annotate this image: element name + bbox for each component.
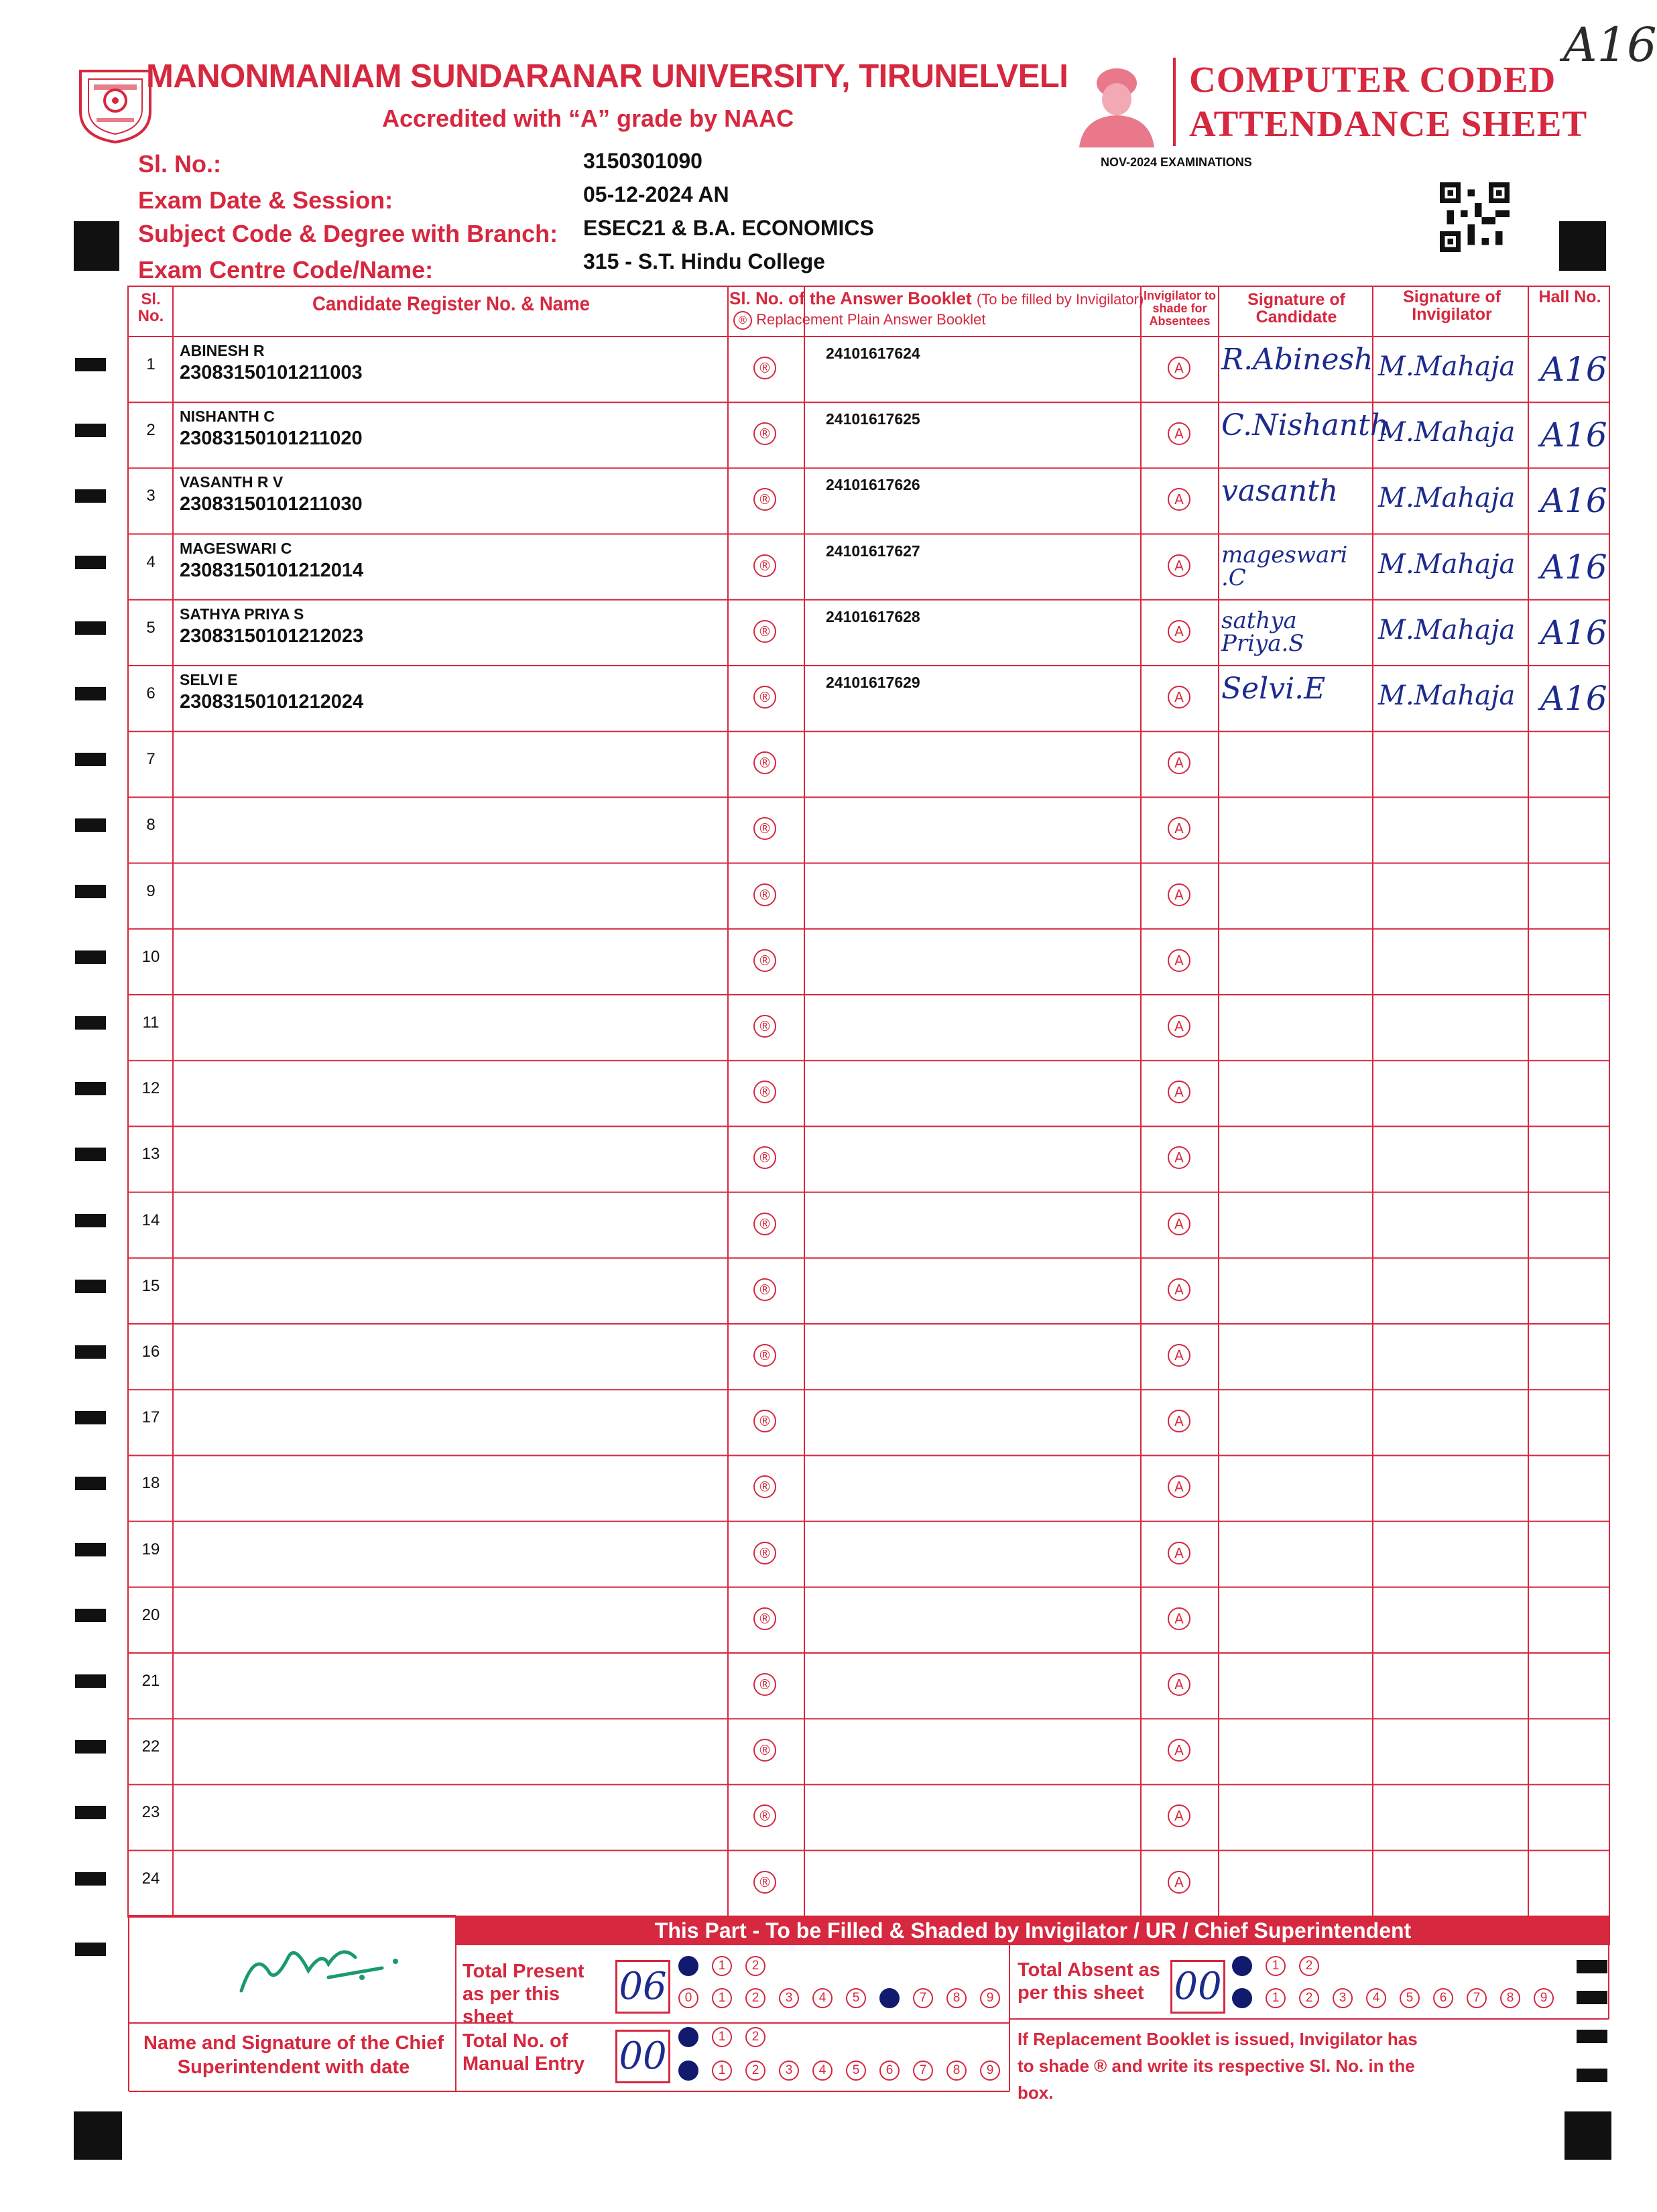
timing-mark <box>75 358 106 371</box>
row-sl-no: 13 <box>141 1145 160 1164</box>
absent-bubble[interactable]: A <box>1168 1146 1190 1169</box>
timing-mark <box>75 556 106 569</box>
replacement-bubble[interactable]: ® <box>753 1081 776 1103</box>
digit-bubble[interactable]: 2 <box>745 1988 765 2008</box>
timing-mark <box>75 1345 106 1359</box>
timing-mark <box>75 1740 106 1754</box>
digit-bubble[interactable]: 4 <box>812 2061 833 2081</box>
timing-mark <box>75 950 106 964</box>
digit-bubble[interactable]: 9 <box>980 1988 1000 2008</box>
total-absent-label: Total Absent as per this sheet <box>1018 1959 1160 2004</box>
timing-mark <box>75 1609 106 1622</box>
absent-bubble[interactable]: A <box>1168 1607 1190 1630</box>
timing-mark <box>75 1674 106 1688</box>
candidate-name: NISHANTH C <box>180 408 275 426</box>
digit-bubble[interactable]: 6 <box>1433 1988 1453 2008</box>
answer-booklet-no: 24101617625 <box>826 410 920 428</box>
candidate-name: MAGESWARI C <box>180 539 292 557</box>
timing-mark <box>75 1872 106 1886</box>
absent-bubble[interactable]: A <box>1168 883 1190 906</box>
candidate-name: SELVI E <box>180 671 238 688</box>
candidate-register-no: 23083150101212023 <box>180 625 364 647</box>
centre-label: Exam Centre Code/Name: <box>138 256 434 284</box>
subject-label: Subject Code & Degree with Branch: <box>138 220 558 247</box>
header-booklet-sub <box>733 311 1136 330</box>
header-absent: Invigilator to shade for Absentees <box>1144 289 1216 328</box>
absent-bubble[interactable]: A <box>1168 1673 1190 1696</box>
row-sl-no: 23 <box>141 1803 160 1822</box>
row-sl-no: 18 <box>141 1474 160 1493</box>
digit-bubble[interactable]: 7 <box>1467 1988 1487 2008</box>
replacement-bubble[interactable]: ® <box>753 1278 776 1301</box>
sl-no-label: Sl. No.: <box>138 150 221 178</box>
sheet-title-line2: ATTENDANCE SHEET <box>1189 103 1588 144</box>
total-present-box[interactable]: 06 <box>615 1960 670 2014</box>
replacement-bubble[interactable]: ® <box>753 883 776 906</box>
timing-mark <box>75 1214 106 1227</box>
sheet-title-line1: COMPUTER CODED <box>1189 59 1556 100</box>
digit-bubble[interactable]: 2 <box>745 2027 765 2047</box>
replacement-bubble[interactable]: ® <box>753 751 776 774</box>
candidate-register-no: 23083150101211020 <box>180 428 363 450</box>
row-sl-no: 15 <box>141 1276 160 1295</box>
digit-bubble[interactable]: 5 <box>846 2061 866 2081</box>
replacement-bubble[interactable]: ® <box>753 357 776 379</box>
digit-bubble[interactable]: 8 <box>946 2061 967 2081</box>
candidate-signature: vasanth <box>1221 474 1339 509</box>
absent-bubble[interactable]: A <box>1168 1542 1190 1564</box>
registration-mark <box>74 221 119 271</box>
absent-bubble[interactable]: A <box>1168 1410 1190 1432</box>
timing-mark <box>75 621 106 635</box>
digit-bubble[interactable]: 4 <box>1366 1988 1386 2008</box>
candidate-signature: mageswari .C <box>1221 541 1348 591</box>
digit-bubble[interactable]: 6 <box>879 1988 900 2008</box>
digit-bubble[interactable]: 9 <box>1534 1988 1554 2008</box>
hall-no: A16 <box>1540 481 1607 521</box>
header-sl: Sl. No. <box>137 290 164 326</box>
header-booklet <box>729 288 1144 308</box>
row-sl-no: 17 <box>141 1408 160 1427</box>
candidate-signature: sathya Priya.S <box>1221 607 1304 657</box>
replacement-bubble[interactable]: ® <box>753 1410 776 1432</box>
timing-mark <box>75 687 106 700</box>
absent-bubble[interactable]: A <box>1168 949 1190 972</box>
chief-superintendent-label: Name and Signature of the Chief Superintendent with date <box>143 2032 444 2078</box>
digit-bubble[interactable]: 9 <box>980 2061 1000 2081</box>
digit-bubble[interactable]: 3 <box>779 2061 799 2081</box>
header-booklet-note: (To be filled by Invigilator) <box>976 291 1144 308</box>
candidate-signature: C.Nishanth <box>1221 408 1390 443</box>
answer-booklet-no: 24101617629 <box>826 674 920 691</box>
digit-bubble[interactable]: 1 <box>712 1988 732 2008</box>
absent-bubble[interactable]: A <box>1168 1213 1190 1235</box>
row-sl-no: 5 <box>146 618 156 637</box>
subject-value: ESEC21 & B.A. ECONOMICS <box>583 216 874 240</box>
row-sl-no: 10 <box>141 947 160 966</box>
absent-bubble[interactable]: A <box>1168 1081 1190 1103</box>
replacement-bubble[interactable]: ® <box>753 620 776 643</box>
bottom-section-title: This Part - To be Filled & Shaded by Invigilator / UR / Chief Superintendent <box>456 1916 1610 1945</box>
total-present-label: Total Present as per this sheet <box>463 1961 585 2028</box>
header-hall: Hall No. <box>1538 288 1601 306</box>
digit-bubble[interactable]: 0 <box>678 1956 698 1976</box>
centre-value: 315 - S.T. Hindu College <box>583 249 825 273</box>
hall-no: A16 <box>1540 350 1607 389</box>
row-sl-no: 9 <box>146 881 156 900</box>
digit-bubble[interactable]: 5 <box>1400 1988 1420 2008</box>
candidate-signature: R.Abinesh <box>1221 343 1373 377</box>
timing-mark <box>75 1806 106 1819</box>
digit-bubble[interactable]: 4 <box>812 1988 833 2008</box>
candidate-register-no: 23083150101212024 <box>180 691 364 713</box>
absent-bubble[interactable]: A <box>1168 357 1190 379</box>
timing-mark <box>75 1016 106 1030</box>
row-sl-no: 22 <box>141 1737 160 1756</box>
candidate-register-no: 23083150101211003 <box>180 362 363 383</box>
absent-bubble[interactable]: A <box>1168 1278 1190 1301</box>
replacement-bubble[interactable]: ® <box>753 817 776 840</box>
digit-bubble[interactable]: 5 <box>846 1988 866 2008</box>
answer-booklet-no: 24101617628 <box>826 607 920 625</box>
replacement-bubble[interactable]: ® <box>753 1015 776 1038</box>
hall-no: A16 <box>1540 547 1607 587</box>
timing-mark <box>75 1280 106 1293</box>
invigilator-signature: M.Mahaja <box>1378 548 1516 580</box>
timing-mark <box>75 1543 106 1556</box>
digit-bubble[interactable]: 2 <box>745 2061 765 2081</box>
exam-tag: NOV-2024 EXAMINATIONS <box>1101 156 1252 169</box>
invigilator-signature: M.Mahaja <box>1378 483 1516 514</box>
registration-mark <box>1559 221 1606 271</box>
attendance-table-grid <box>127 286 1610 1894</box>
replacement-bubble[interactable]: ® <box>753 1871 776 1894</box>
digit-bubble[interactable]: 1 <box>712 2027 732 2047</box>
digit-bubble[interactable]: 0 <box>678 2061 698 2081</box>
header-booklet-sub-text: Replacement Plain Answer Booklet <box>756 310 986 328</box>
hall-no: A16 <box>1540 416 1607 455</box>
replacement-bubble[interactable]: ® <box>753 488 776 511</box>
digit-bubble[interactable]: 8 <box>946 1988 967 2008</box>
replacement-bubble[interactable]: ® <box>753 1146 776 1169</box>
candidate-signature: Selvi.E <box>1221 672 1326 706</box>
row-sl-no: 20 <box>141 1605 160 1624</box>
replacement-note: If Replacement Booklet is issued, Invigilator has to shade ® and write its respective Sl. No. in the box. <box>1018 2029 1418 2103</box>
timing-mark <box>75 489 106 503</box>
absent-bubble[interactable]: A <box>1168 1804 1190 1827</box>
candidate-register-no: 23083150101212014 <box>180 559 364 581</box>
row-sl-no: 2 <box>146 421 156 440</box>
row-sl-no: 12 <box>141 1079 160 1098</box>
absent-bubble[interactable]: A <box>1168 686 1190 709</box>
digit-bubble[interactable]: 0 <box>678 2027 698 2047</box>
header-booklet-main: Sl. No. of the Answer Booklet <box>729 288 972 308</box>
absent-bubble[interactable]: A <box>1168 1015 1190 1038</box>
digit-bubble[interactable]: 1 <box>1266 1956 1286 1976</box>
invigilator-signature: M.Mahaja <box>1378 614 1516 646</box>
qr-code-icon <box>1440 182 1510 252</box>
absent-bubble[interactable]: A <box>1168 1871 1190 1894</box>
digit-bubble[interactable]: 0 <box>1232 1988 1252 2008</box>
digit-bubble[interactable]: 3 <box>1333 1988 1353 2008</box>
timing-mark <box>75 885 106 898</box>
absent-bubble[interactable]: A <box>1168 488 1190 511</box>
row-sl-no: 3 <box>146 487 156 505</box>
total-absent-box[interactable]: 00 <box>1170 1960 1225 2014</box>
exam-date-value: 05-12-2024 AN <box>583 182 729 206</box>
timing-mark <box>75 1943 106 1956</box>
sl-no-value: 3150301090 <box>583 149 702 173</box>
replacement-bubble[interactable]: ® <box>753 1804 776 1827</box>
university-logo <box>75 64 156 143</box>
digit-bubble[interactable]: 2 <box>1299 1956 1319 1976</box>
candidate-name: ABINESH R <box>180 342 265 359</box>
row-sl-no: 16 <box>141 1343 160 1361</box>
replacement-bubble[interactable]: ® <box>753 1344 776 1367</box>
founder-portrait <box>1070 58 1164 147</box>
row-sl-no: 19 <box>141 1540 160 1558</box>
absent-bubble[interactable]: A <box>1168 422 1190 445</box>
row-sl-no: 7 <box>146 750 156 769</box>
row-sl-no: 4 <box>146 552 156 571</box>
replacement-bubble[interactable]: ® <box>753 1673 776 1696</box>
row-sl-no: 14 <box>141 1211 160 1229</box>
answer-booklet-no: 24101617624 <box>826 345 920 362</box>
replacement-bubble[interactable]: ® <box>753 1739 776 1762</box>
hall-no: A16 <box>1540 613 1607 652</box>
replacement-bubble[interactable]: ® <box>753 554 776 577</box>
manual-entry-box[interactable]: 00 <box>615 2030 670 2083</box>
row-sl-no: 1 <box>146 355 156 373</box>
accreditation-text: Accredited with “A” grade by NAAC <box>382 105 794 132</box>
digit-bubble[interactable]: 2 <box>1299 1988 1319 2008</box>
timing-mark <box>75 424 106 437</box>
candidate-register-no: 23083150101211030 <box>180 493 363 515</box>
chief-signature <box>228 1924 416 2004</box>
absent-bubble[interactable]: A <box>1168 620 1190 643</box>
digit-bubble[interactable]: 3 <box>779 1988 799 2008</box>
absent-bubble[interactable]: A <box>1168 1739 1190 1762</box>
digit-bubble[interactable]: 0 <box>1232 1956 1252 1976</box>
timing-mark <box>75 1148 106 1161</box>
digit-bubble[interactable]: 7 <box>913 1988 933 2008</box>
digit-bubble[interactable]: 1 <box>712 1956 732 1976</box>
digit-bubble[interactable]: 8 <box>1500 1988 1520 2008</box>
absent-bubble[interactable]: A <box>1168 554 1190 577</box>
answer-booklet-no: 24101617626 <box>826 476 920 494</box>
replacement-bubble[interactable]: ® <box>753 1542 776 1564</box>
answer-booklet-no: 24101617627 <box>826 542 920 560</box>
university-name: MANONMANIAM SUNDARANAR UNIVERSITY, TIRUNELVELI <box>146 58 1068 95</box>
row-sl-no: 24 <box>141 1869 160 1888</box>
invigilator-signature: M.Mahaja <box>1378 351 1516 382</box>
registration-mark <box>74 2111 122 2160</box>
digit-bubble[interactable]: 7 <box>913 2061 933 2081</box>
hall-no: A16 <box>1540 679 1607 718</box>
replacement-icon: ® <box>733 311 752 330</box>
replacement-bubble[interactable]: ® <box>753 422 776 445</box>
row-sl-no: 21 <box>141 1672 160 1690</box>
absent-bubble[interactable]: A <box>1168 817 1190 840</box>
header-candidate: Candidate Register No. & Name <box>312 293 591 315</box>
replacement-bubble[interactable]: ® <box>753 949 776 972</box>
digit-bubble[interactable]: 2 <box>745 1956 765 1976</box>
hall-mark-handwritten: A16 <box>1563 17 1657 72</box>
timing-mark <box>75 1477 106 1490</box>
row-sl-no: 6 <box>146 684 156 702</box>
row-sl-no: 8 <box>146 816 156 835</box>
timing-mark <box>75 753 106 766</box>
manual-entry-label: Total No. of Manual Entry <box>463 2030 585 2075</box>
header-sig-invigilator: Signature of Invigilator <box>1403 288 1501 324</box>
digit-bubble[interactable]: 6 <box>879 2061 900 2081</box>
header-divider <box>1173 58 1176 146</box>
exam-date-label: Exam Date & Session: <box>138 186 393 214</box>
invigilator-signature: M.Mahaja <box>1378 417 1516 448</box>
candidate-name: VASANTH R V <box>180 473 284 491</box>
absent-bubble[interactable]: A <box>1168 1344 1190 1367</box>
absent-bubble[interactable]: A <box>1168 751 1190 774</box>
digit-bubble[interactable]: 0 <box>678 1988 698 2008</box>
candidate-name: SATHYA PRIYA S <box>180 605 304 623</box>
sheet-title <box>1189 58 1611 146</box>
absent-bubble[interactable]: A <box>1168 1475 1190 1498</box>
timing-mark <box>75 818 106 832</box>
replacement-bubble[interactable]: ® <box>753 1475 776 1498</box>
digit-bubble[interactable]: 1 <box>1266 1988 1286 2008</box>
invigilator-signature: M.Mahaja <box>1378 680 1516 711</box>
registration-mark <box>1564 2111 1611 2160</box>
row-sl-no: 11 <box>142 1013 160 1032</box>
header-sig-candidate: Signature of Candidate <box>1247 290 1345 327</box>
timing-mark <box>75 1411 106 1424</box>
replacement-bubble[interactable]: ® <box>753 1607 776 1630</box>
replacement-bubble[interactable]: ® <box>753 1213 776 1235</box>
replacement-bubble[interactable]: ® <box>753 686 776 709</box>
digit-bubble[interactable]: 1 <box>712 2061 732 2081</box>
timing-mark <box>75 1082 106 1095</box>
